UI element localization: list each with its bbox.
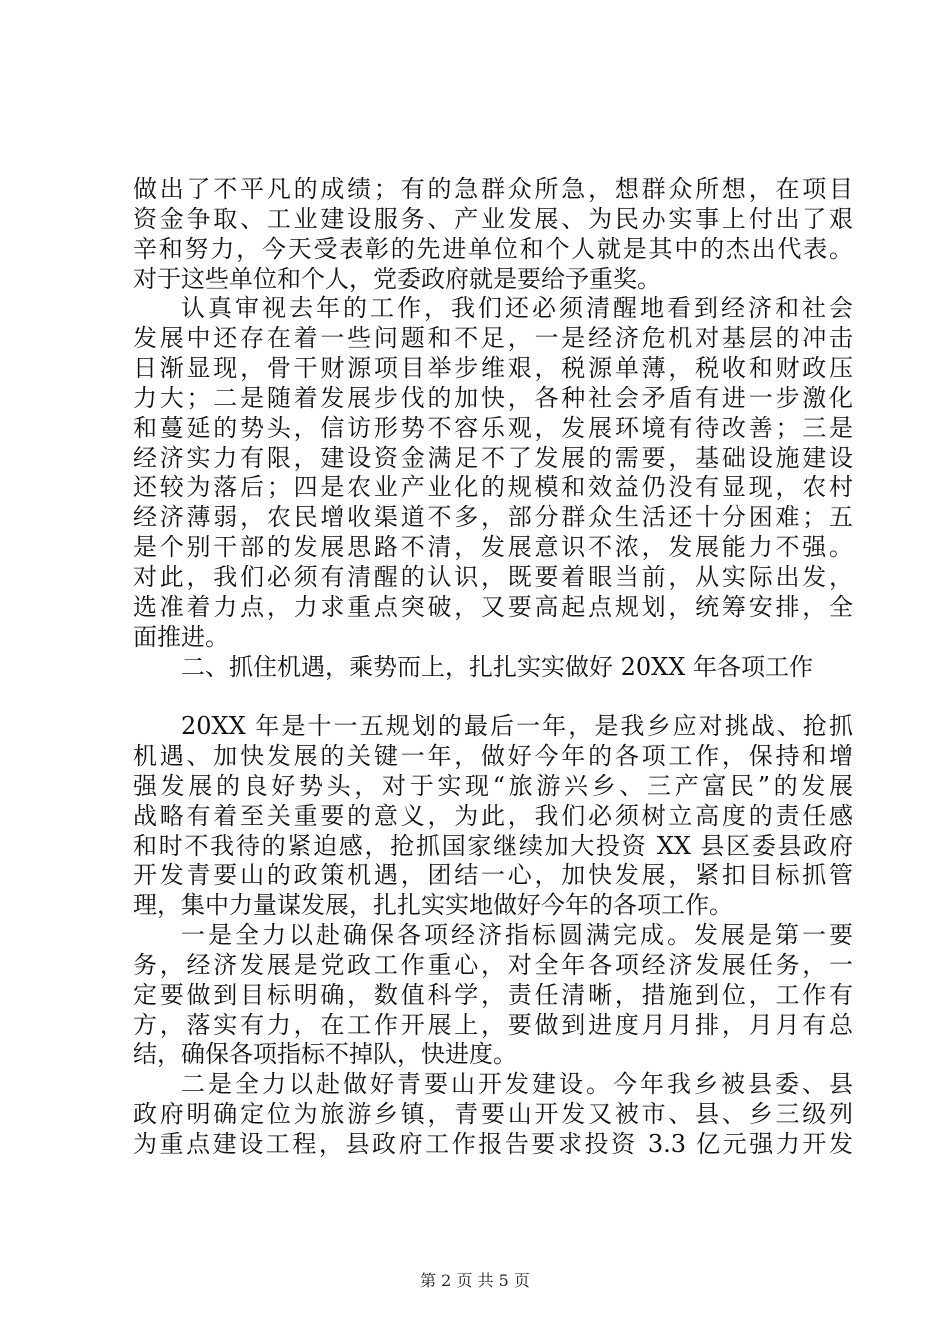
text-line: 选准着力点，力求重点突破，又要高起点规划，统筹安排，全: [133, 592, 853, 621]
text-line: 机遇、加快发展的关键一年，做好今年的各项工作，保持和增: [133, 742, 853, 771]
text-line: 和时不我待的紧迫感，抢抓国家继续加大投资 XX 县区委县政府: [133, 831, 853, 860]
document-body: [133, 175, 853, 1160]
text-line: 强发展的良好势头，对于实现“旅游兴乡、三产富民”的发展: [133, 771, 853, 800]
text-line: 开发青要山的政策机遇，团结一心，加快发展，紧扣目标抓管: [133, 861, 853, 890]
text-line: 二是全力以赴做好青要山开发建设。今年我乡被县委、县: [181, 1070, 853, 1099]
text-line: 日渐显现，骨干财源项目举步维艰，税源单薄，税收和财政压: [133, 354, 853, 383]
page-number-label: 第 2 页 共 5 页: [420, 1271, 530, 1290]
blank-line: [133, 682, 853, 712]
section-heading: 二、抓住机遇，乘势而上，扎扎实实做好 20XX 年各项工作: [181, 652, 813, 681]
text-line: 做出了不平凡的成绩；有的急群众所急，想群众所想，在项目: [133, 175, 853, 203]
text-line: 对于这些单位和个人，党委政府就是要给予重奖。: [133, 264, 661, 293]
text-line: 为重点建设工程，县政府工作报告要求投资 3.3 亿元强力开发: [133, 1130, 853, 1158]
text-line: 方，落实有力，在工作开展上，要做到进度月月排，月月有总: [133, 1010, 853, 1039]
text-line: 力大；二是随着发展步伐的加快，各种社会矛盾有进一步激化: [133, 383, 853, 412]
text-line: 结，确保各项指标不掉队，快进度。: [133, 1040, 517, 1069]
text-line: 对此，我们必须有清醒的认识，既要着眼当前，从实际出发，: [133, 562, 853, 591]
text-line: 辛和努力，今天受表彰的先进单位和个人就是其中的杰出代表。: [133, 234, 853, 263]
text-line: 认真审视去年的工作，我们还必须清醒地看到经济和社会: [181, 294, 853, 323]
text-line: 定要做到目标明确，数值科学，责任清晰，措施到位，工作有: [133, 980, 853, 1009]
text-line: 20XX 年是十一五规划的最后一年，是我乡应对挑战、抢抓: [181, 712, 853, 741]
page-footer: [0, 1271, 950, 1291]
text-line: 和蔓延的势头，信访形势不容乐观，发展环境有待改善；三是: [133, 413, 853, 442]
text-line: 是个别干部的发展思路不清，发展意识不浓，发展能力不强。: [133, 533, 853, 562]
text-line: 务，经济发展是党政工作重心，对全年各项经济发展任务，一: [133, 950, 853, 979]
text-line: 面推进。: [133, 622, 229, 651]
text-line: 经济实力有限，建设资金满足不了发展的需要，基础设施建设: [133, 443, 853, 472]
text-line: 理，集中力量谋发展，扎扎实实地做好今年的各项工作。: [133, 891, 733, 920]
text-line: 还较为落后；四是农业产业化的规模和效益仍没有显现，农村: [133, 473, 853, 502]
text-line: 政府明确定位为旅游乡镇，青要山开发又被市、县、乡三级列: [133, 1100, 853, 1129]
text-line: 发展中还存在着一些问题和不足，一是经济危机对基层的冲击: [133, 324, 853, 353]
text-line: 一是全力以赴确保各项经济指标圆满完成。发展是第一要: [181, 921, 853, 950]
text-line: 战略有着至关重要的意义，为此，我们必须树立高度的责任感: [133, 801, 853, 830]
text-line: 资金争取、工业建设服务、产业发展、为民办实事上付出了艰: [133, 204, 853, 233]
text-line: 经济薄弱，农民增收渠道不多，部分群众生活还十分困难；五: [133, 503, 853, 532]
